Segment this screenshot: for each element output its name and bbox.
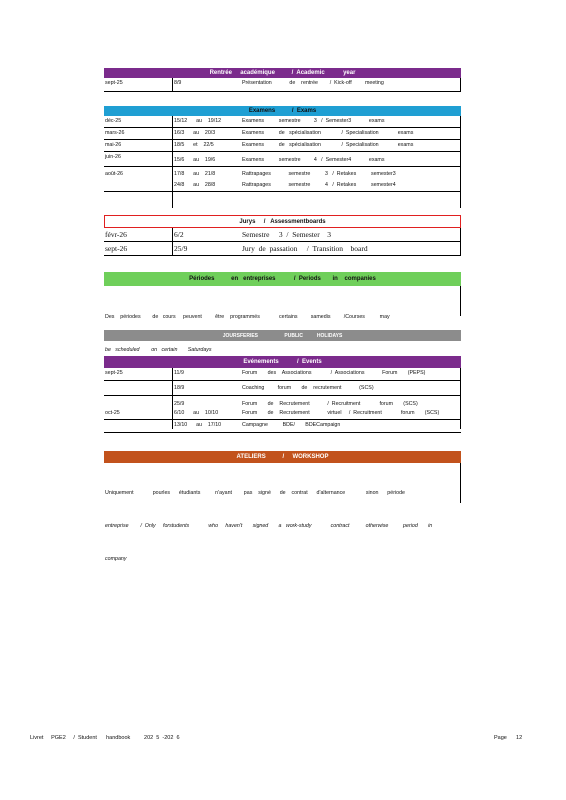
divider: [172, 368, 173, 429]
text-line: entreprise / Only forstudents who haven't signed a work-study contract otherwise period in: [105, 523, 433, 529]
day-cell: 18/5 et 22/5: [174, 142, 214, 148]
table-row: [104, 420, 461, 433]
desc-cell: Jury de passation / Transition board: [242, 244, 368, 253]
divider: [460, 116, 461, 208]
page-number: Page 12: [494, 735, 523, 741]
table-row: [104, 368, 461, 381]
day-cell: 11/9: [174, 370, 184, 376]
table-row: [104, 396, 461, 408]
day-cell: 15/12 au 19/12: [174, 118, 222, 124]
divider: [460, 78, 461, 91]
date-cell: sept-25: [105, 80, 123, 86]
desc-cell: Rattrapages semestre 4 / Retakes semester4: [242, 182, 396, 188]
day-cell: 25/9: [174, 401, 185, 407]
divider: [172, 228, 173, 255]
day-cell: 15/6 au 19/6: [174, 157, 216, 163]
divider: [460, 228, 461, 255]
section-events: [104, 356, 461, 433]
text-line: be scheduled on certain Saturdays: [105, 347, 212, 353]
section-holidays: [104, 330, 461, 341]
desc-cell: Semestre 3 / Semester 3: [242, 230, 331, 239]
day-cell: 6/10 au 10/10: [174, 410, 219, 416]
table-row: [104, 228, 461, 242]
date-cell: août-26: [105, 171, 123, 177]
section-workshop: [104, 451, 461, 587]
desc-cell: Forum des Associations / Associations Forum (PEPS): [242, 370, 426, 376]
date-cell: févr-26: [105, 230, 127, 239]
footer-left: Livret PGE2 / Student handbook 202 5 -202 6: [30, 735, 180, 741]
table-row: [104, 167, 461, 180]
divider: [460, 463, 461, 503]
text-line: Des périodes de cours peuvent être programmés certains samedis /Courses may: [105, 314, 390, 320]
table-row: [104, 180, 461, 192]
date-cell: sept-26: [105, 244, 128, 253]
table-row: [104, 242, 461, 256]
desc-cell: Présentation de rentrée / Kick-off meeting: [242, 80, 384, 86]
desc-cell: Forum de Recrutement / Recruitment forum (SCS): [242, 401, 418, 407]
divider: [460, 286, 461, 316]
section-workshop-header: ATELIERS / WORKSHOP: [104, 451, 461, 463]
section-periods-header: Périodes en entreprises / Periods in companies: [104, 272, 461, 286]
section-holidays-header: JOURSFERIES PUBLIC HOLIDAYS: [104, 330, 461, 341]
text-line: company: [105, 556, 127, 562]
date-cell: déc-25: [105, 118, 122, 124]
text-line: Uniquement pourles étudiants n'ayant pas signé de contrat d'alternance sinon période: [105, 490, 405, 496]
desc-cell: Rattrapages semestre 3 / Retakes semester3: [242, 171, 396, 177]
table-row: [104, 128, 461, 140]
day-cell: 6/2: [174, 230, 184, 239]
section-rentree: [104, 68, 461, 92]
table-row: [104, 152, 461, 167]
desc-cell: Examens semestre 4 / Semester4 exams: [242, 157, 385, 163]
desc-cell: Forum de Recrutement virtuel / Recruitment forum (SCS): [242, 410, 440, 416]
section-rentree-header: Rentrée académique / Academic year: [104, 68, 461, 78]
day-cell: 25/9: [174, 244, 188, 253]
desc-cell: Examens semestre 3 / Semester3 exams: [242, 118, 385, 124]
date-cell: sept-25: [105, 370, 123, 376]
workshop-text: [104, 463, 461, 587]
desc-cell: Coaching forum de recrutement (SCS): [242, 385, 374, 391]
table-row: [104, 78, 461, 92]
date-cell: mars-26: [105, 130, 125, 136]
section-exams: [104, 106, 461, 192]
date-cell: oct-25: [105, 410, 120, 416]
date-cell: juin-26: [105, 154, 121, 160]
day-cell: 16/3 au 20/3: [174, 130, 216, 136]
divider: [460, 368, 461, 429]
desc-cell: Examens de spécialisation / Specialisation exams: [242, 142, 414, 148]
table-row: [104, 408, 461, 420]
table-row: [104, 116, 461, 128]
day-cell: 17/8 au 21/8: [174, 171, 216, 177]
desc-cell: Examens de spécialisation / Specialisation exams: [242, 130, 414, 136]
day-cell: 8/9: [174, 80, 182, 86]
divider: [172, 116, 173, 208]
date-cell: mai-26: [105, 142, 122, 148]
table-row: [104, 140, 461, 152]
section-exams-header: Examens / Exams: [104, 106, 461, 116]
section-jurys-header: Jurys / Assessmentboards: [104, 215, 461, 228]
day-cell: 24/8 au 28/8: [174, 182, 216, 188]
day-cell: 13/10 au 17/10: [174, 422, 222, 428]
section-events-header: Evénements / Events: [104, 356, 461, 368]
section-jurys: [104, 215, 461, 256]
day-cell: 18/9: [174, 385, 185, 391]
desc-cell: Campagne BDE/ BDECampaign: [242, 422, 341, 428]
divider: [172, 78, 173, 91]
table-row: [104, 381, 461, 396]
